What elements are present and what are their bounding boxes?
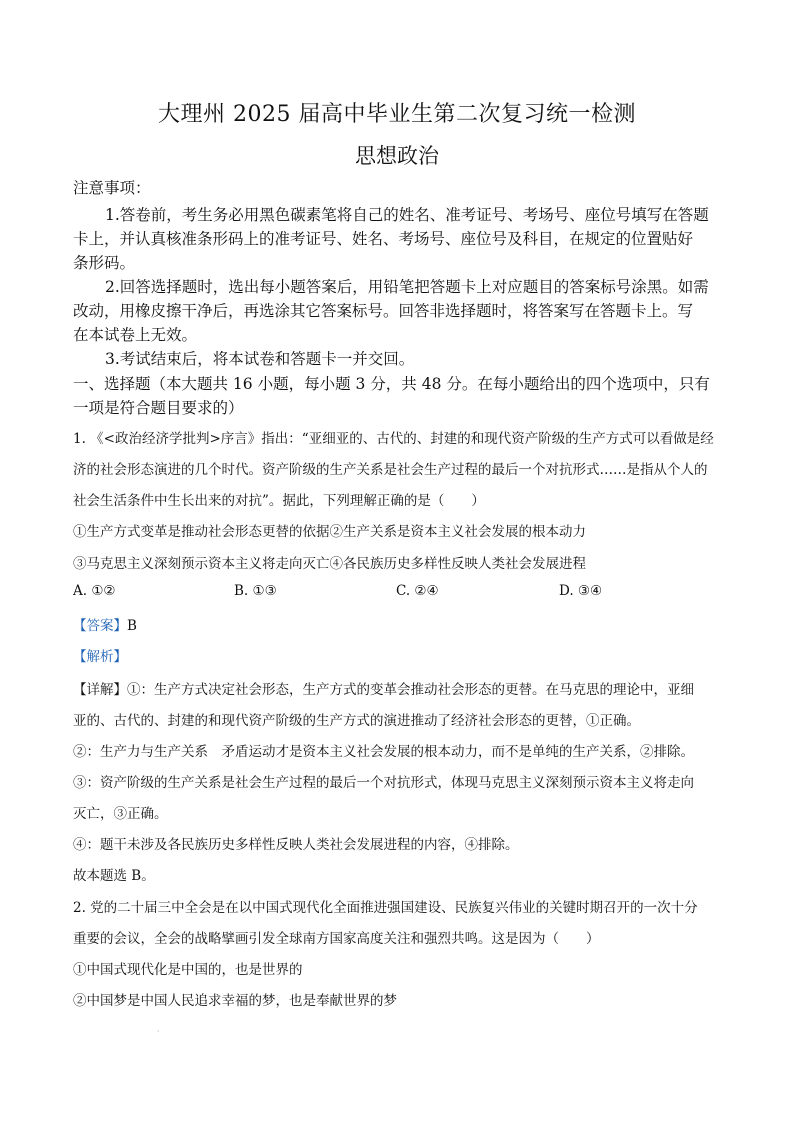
- notice-item-2-line-2: 改动，用橡皮擦干净后，再选涂其它答案标号。回答非选择题时，将答案写在答题卡上。写: [73, 302, 694, 320]
- q1-detail-line-3: ②：生产力与生产关系 矛盾运动才是资本主义社会发展的根本动力，而不是单纯的生产关系，②排除。: [73, 744, 694, 760]
- notice-item-2-line-3: 在本试卷上无效。: [73, 326, 198, 344]
- q1-statements-line-2: ③马克思主义深刻预示资本主义将走向灭亡④各民族历史多样性反映人类社会发展进程: [73, 556, 586, 572]
- q2-statement-1: ①中国式现代化是中国的，也是世界的: [73, 962, 303, 978]
- q1-option-b: B. ①③: [234, 583, 277, 599]
- q1-option-c: C. ②④: [396, 583, 439, 599]
- answer-tag: 【答案】: [73, 618, 127, 634]
- q1-stem-line-2: 济的社会形态演进的几个时代。资产阶级的生产关系是社会生产过程的最后一个对抗形式……是指从个人的: [73, 462, 708, 478]
- q1-detail-line-5: 灭亡，③正确。: [73, 806, 168, 822]
- exam-title: 大理州 2025 届高中毕业生第二次复习统一检测: [158, 102, 636, 127]
- notice-item-1-line-2: 卡上，并认真核准条形码上的准考证号、姓名、考场号、座位号及科目，在规定的位置贴好: [73, 230, 694, 248]
- section-heading-line-2: 一项是符合题目要求的）: [73, 399, 244, 417]
- q1-detail-line-4: ③：资产阶级的生产关系是社会生产过程的最后一个对抗形式，体现马克思主义深刻预示资本主义将走向: [73, 775, 694, 791]
- q1-detail-line-2: 亚的、古代的、封建的和现代资产阶级的生产方式的演进推动了经济社会形态的更替，①正确。: [73, 713, 640, 729]
- notice-item-3: 3.考试结束后，将本试卷和答题卡一并交回。: [105, 350, 415, 368]
- section-heading-line-1: 一、选择题（本大题共 16 小题，每小题 3 分，共 48 分。在每小题给出的四个选项中，只有: [73, 375, 710, 393]
- q1-statements-line-1: ①生产方式变革是推动社会形态更替的依据②生产关系是资本主义社会发展的根本动力: [73, 524, 586, 540]
- notice-item-2-line-1: 2.回答选择题时，选出每小题答案后，用铅笔把答题卡上对应题目的答案标号涂黑。如需: [105, 278, 709, 296]
- q1-option-d: D. ③④: [559, 583, 603, 599]
- notice-item-1-line-3: 条形码。: [73, 254, 136, 272]
- q1-answer: [73, 614, 734, 634]
- subject-title: 思想政治: [355, 144, 439, 168]
- q1-detail-line-1: 【详解】①：生产方式决定社会形态，生产方式的变革会推动社会形态的更替。在马克思的理论中，亚细: [73, 682, 694, 698]
- q2-statement-2: ②中国梦是中国人民追求幸福的梦，也是奉献世界的梦: [73, 993, 397, 1009]
- q2-stem-line-1: 2. 党的二十届三中全会是在以中国式现代化全面推进强国建设、民族复兴伟业的关键时期召开的一次十分: [73, 900, 698, 916]
- q1-option-a: A. ①②: [73, 583, 116, 599]
- scan-speck: ·: [157, 1027, 160, 1036]
- q1-analysis-tag: 【解析】: [73, 649, 127, 665]
- q1-detail-line-6: ④：题干未涉及各民族历史多样性反映人类社会发展进程的内容，④排除。: [73, 837, 519, 853]
- answer-value: B: [127, 618, 137, 634]
- q1-detail-line-7: 故本题选 B。: [73, 868, 155, 884]
- notice-item-1-line-1: 1.答卷前，考生务必用黑色碳素笔将自己的姓名、准考证号、考场号、座位号填写在答题: [105, 206, 709, 224]
- q1-stem-line-3: 社会生活条件中生长出来的对抗”。据此，下列理解正确的是（ ）: [73, 493, 485, 509]
- q1-stem-line-1: 1. 《<政治经济学批判>序言》指出：“亚细亚的、古代的、封建的和现代资产阶级的生产方式可以看做是经: [73, 431, 714, 447]
- notice-heading: 注意事项：: [73, 179, 151, 197]
- q2-stem-line-2: 重要的会议，全会的战略擘画引发全球南方国家高度关注和强烈共鸣。这是因为（ ）: [73, 931, 600, 947]
